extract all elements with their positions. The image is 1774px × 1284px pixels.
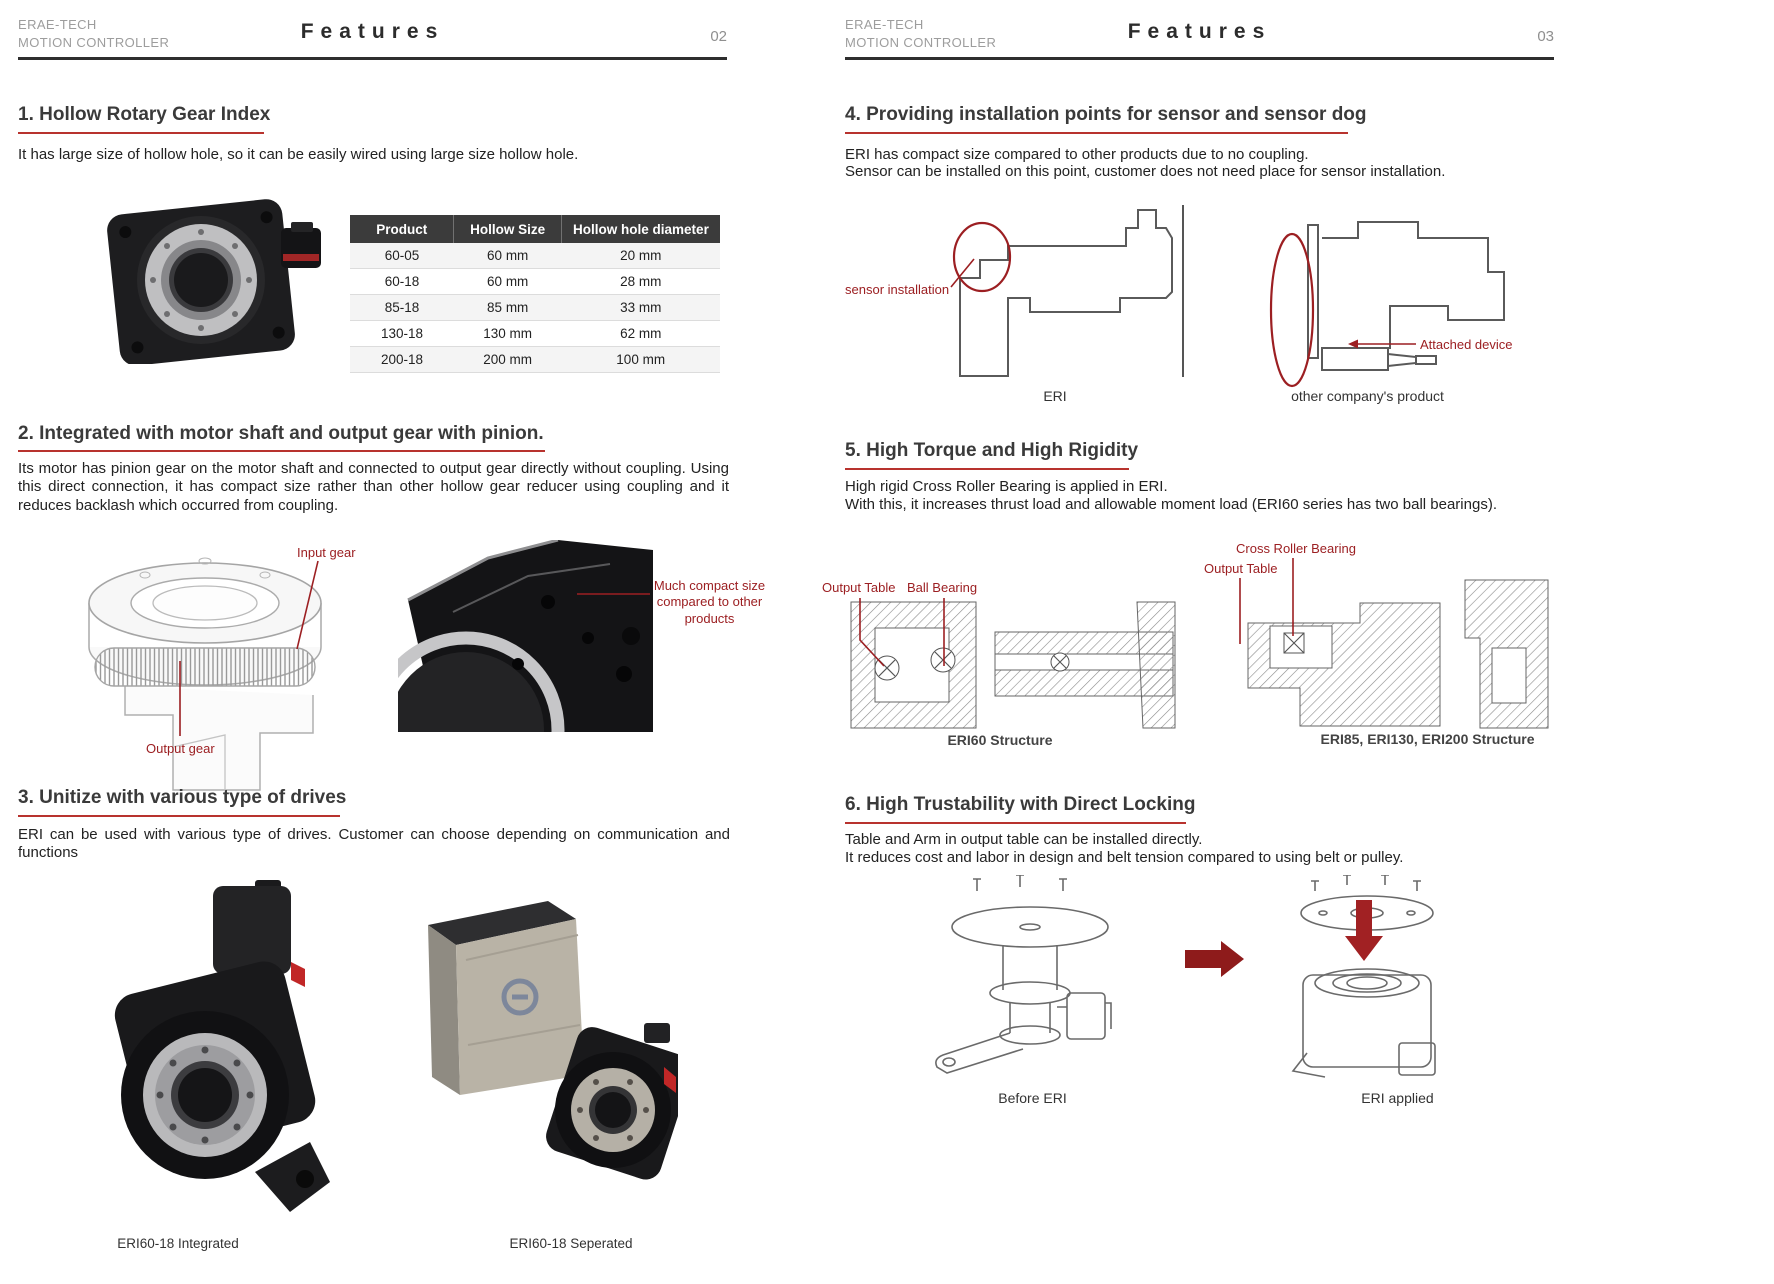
section1-body: It has large size of hollow hole, so it can be easily wired using large size hollow hole. xyxy=(18,146,579,163)
hollow-size-table xyxy=(350,215,720,373)
page-title-right: Features xyxy=(1127,20,1272,43)
col-product: Product xyxy=(350,215,454,243)
caption-eri60-structure: ERI60 Structure xyxy=(947,732,1053,748)
eri60-structure-drawing xyxy=(845,598,1180,733)
eri60-separated-photo xyxy=(408,885,678,1225)
table-cell: 60-18 xyxy=(350,269,454,295)
table-row xyxy=(350,243,720,269)
header-rule-left xyxy=(18,57,727,60)
brand-line1: ERAE-TECH xyxy=(18,17,97,32)
table-cell: 62 mm xyxy=(561,321,720,347)
table-cell: 85 mm xyxy=(454,295,561,321)
section4-body2: Sensor can be installed on this point, customer does not need place for sensor installation. xyxy=(845,163,1446,180)
brand-line2: MOTION CONTROLLER xyxy=(18,34,170,50)
table-cell: 33 mm xyxy=(561,295,720,321)
table-cell: 20 mm xyxy=(561,243,720,269)
table-row xyxy=(350,269,720,295)
table-cell: 60 mm xyxy=(454,269,561,295)
diagram-divider xyxy=(1182,205,1184,377)
brand-line1: ERAE-TECH xyxy=(845,17,924,32)
table-cell: 130-18 xyxy=(350,321,454,347)
table-cell: 130 mm xyxy=(454,321,561,347)
hollow-rotary-product-photo xyxy=(95,192,330,364)
table-cell: 60 mm xyxy=(454,243,561,269)
section2-title: 2. Integrated with motor shaft and output gear with pinion. xyxy=(18,423,544,444)
section2-body: Its motor has pinion gear on the motor shaft and connected to output gear directly without coupling. Using this direct connection, it has compact size rather than other hollow gear reducer using coupling and it reduces backlash which occurred from coupling. xyxy=(18,460,729,514)
table-cell: 200-18 xyxy=(350,347,454,373)
section4-body1: ERI has compact size compared to other products due to no coupling. xyxy=(845,146,1309,163)
table-cell: 200 mm xyxy=(454,347,561,373)
table-cell: 100 mm xyxy=(561,347,720,373)
gear-line-drawing xyxy=(85,545,340,860)
page-title-left: Features xyxy=(300,20,445,43)
section2-underline xyxy=(18,450,545,452)
before-eri-drawing xyxy=(915,875,1150,1090)
section6-body2: It reduces cost and labor in design and belt tension compared to using belt or pulley. xyxy=(845,849,1404,866)
other-company-outline-diagram xyxy=(1248,210,1548,390)
caption-eri: ERI xyxy=(1043,388,1067,404)
section6-body1: Table and Arm in output table can be installed directly. xyxy=(845,831,1203,848)
caption-integrated: ERI60-18 Integrated xyxy=(117,1236,239,1251)
eri85-structure-drawing xyxy=(1240,578,1550,733)
attached-device-label: Attached device xyxy=(1420,337,1513,352)
col-hollow-size: Hollow Size xyxy=(454,215,561,243)
brand-line2: MOTION CONTROLLER xyxy=(845,34,997,50)
section1-title: 1. Hollow Rotary Gear Index xyxy=(18,104,271,125)
table-row xyxy=(350,295,720,321)
table-header-row xyxy=(350,215,720,243)
eri-applied-drawing xyxy=(1285,875,1450,1090)
eri60-integrated-photo xyxy=(105,880,335,1225)
section5-underline xyxy=(845,468,1129,470)
section5-title: 5. High Torque and High Rigidity xyxy=(845,440,1139,461)
header-rule-right xyxy=(845,57,1554,60)
section4-underline xyxy=(845,132,1348,134)
section3-body: ERI can be used with various type of drives. Customer can choose depending on communication and functions xyxy=(18,826,730,862)
output-table-left-label: Output Table xyxy=(822,580,896,595)
table-cell: 85-18 xyxy=(350,295,454,321)
section6-underline xyxy=(845,822,1186,824)
table-cell: 60-05 xyxy=(350,243,454,269)
input-gear-label: Input gear xyxy=(297,545,356,560)
hollow-table-body xyxy=(350,243,720,373)
section3-title: 3. Unitize with various type of drives xyxy=(18,787,347,808)
table-row xyxy=(350,321,720,347)
page-number-left: 02 xyxy=(710,28,727,45)
caption-other-company: other company's product xyxy=(1291,388,1444,404)
caption-separated: ERI60-18 Seperated xyxy=(509,1236,633,1251)
section1-underline xyxy=(18,132,264,134)
table-row xyxy=(350,347,720,373)
table-cell: 28 mm xyxy=(561,269,720,295)
cross-roller-bearing-label: Cross Roller Bearing xyxy=(1236,541,1356,556)
compact-size-label: Much compact size compared to other products xyxy=(653,578,766,626)
caption-eri-applied: ERI applied xyxy=(1361,1090,1434,1106)
section5-body2: With this, it increases thrust load and allowable moment load (ERI60 series has two ball bearings). xyxy=(845,496,1497,513)
arrow-right-icon xyxy=(1185,941,1244,977)
ball-bearing-label: Ball Bearing xyxy=(907,580,978,595)
compact-closeup-photo xyxy=(398,540,653,732)
section6-title: 6. High Trustability with Direct Locking xyxy=(845,794,1196,815)
section4-title: 4. Providing installation points for sensor and sensor dog xyxy=(845,104,1367,125)
section5-body1: High rigid Cross Roller Bearing is applied in ERI. xyxy=(845,478,1168,495)
section3-underline xyxy=(18,815,340,817)
page-number-right: 03 xyxy=(1537,28,1554,45)
output-table-right-label: Output Table xyxy=(1204,561,1278,576)
caption-before-eri: Before ERI xyxy=(998,1090,1067,1106)
sensor-installation-label: sensor installation xyxy=(845,282,950,297)
col-hollow-diameter: Hollow hole diameter xyxy=(561,215,720,243)
output-gear-label: Output gear xyxy=(146,741,215,756)
caption-eri85-structure: ERI85, ERI130, ERI200 Structure xyxy=(1320,731,1535,747)
